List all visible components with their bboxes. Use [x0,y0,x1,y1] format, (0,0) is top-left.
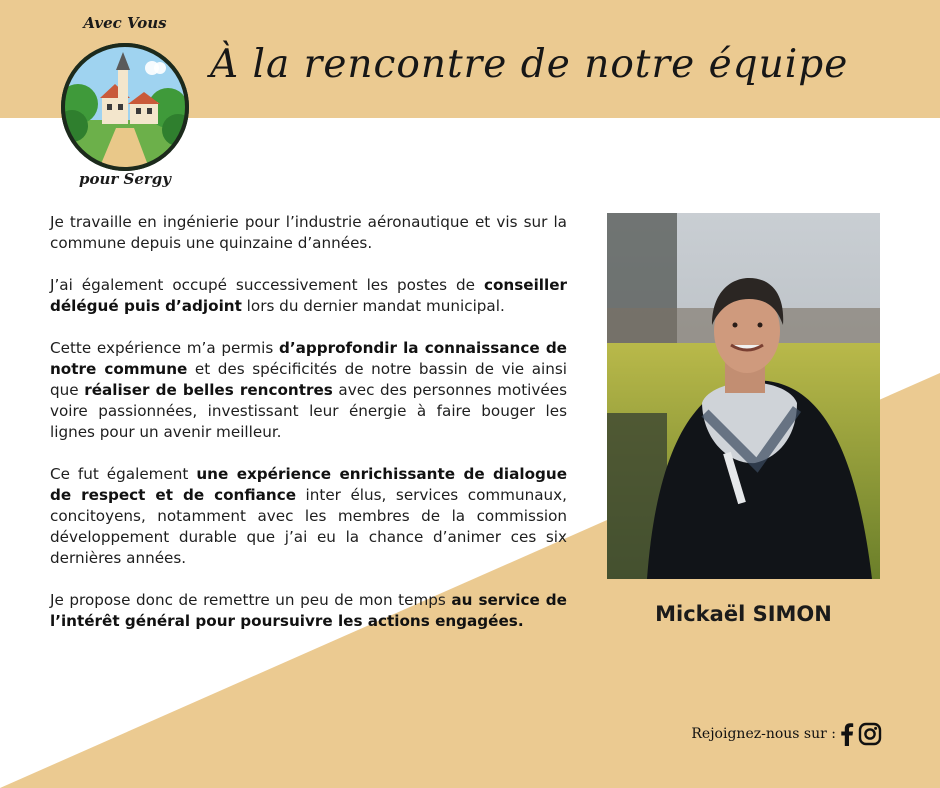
village-logo-icon [56,38,194,176]
bio-p5-bold: au service de l’intérêt général pour poursuivre les actions engagées. [50,591,567,630]
bio-text [50,212,567,653]
bio-p3-text-c: et des spécificités de notre bassin de vie ainsi que [50,360,567,399]
bio-p2-text-a: J’ai également occupé successivement les postes de [50,276,484,294]
bio-paragraph-5 [50,590,567,632]
facebook-icon[interactable] [840,722,854,746]
bio-p4-text-c: inter élus, services communaux, concitoyens, notamment avec les membres de la commission développement durable que j’ai eu la chance d’animer ces six dernières années. [50,486,567,567]
bio-p2-text-c: lors du dernier mandat municipal. [241,297,505,315]
bio-p3-bold-2: réaliser de belles rencontres [84,381,333,399]
portrait-photo [607,213,880,579]
bio-p3-bold-1: d’approfondir la connaissance de notre commune [50,339,567,378]
instagram-icon[interactable] [858,722,882,746]
bio-p1-text: Je travaille en ingénierie pour l’industrie aéronautique et vis sur la commune depuis une quinzaine d’années. [50,213,567,252]
bio-paragraph-4 [50,464,567,569]
page-title: À la rencontre de notre équipe [210,42,849,87]
logo-top-text: Avec Vous [83,14,167,32]
bio-p3-text-e: avec des personnes motivées voire passionnées, investissant leur énergie à faire bouger les lignes pour un avenir meilleur. [50,381,567,441]
social-links [691,722,882,746]
bio-paragraph-2 [50,275,567,317]
bio-paragraph-3 [50,338,567,443]
bio-p2-bold: conseiller délégué puis d’adjoint [50,276,567,315]
social-label: Rejoignez-nous sur : [691,726,836,742]
logo-bottom-text: pour Sergy [78,170,171,188]
bio-p5-text-a: Je propose donc de remettre un peu de mon temps [50,591,452,609]
bio-paragraph-1 [50,212,567,254]
person-name: Mickaël SIMON [655,602,832,626]
logo [50,14,200,194]
bio-p4-bold: une expérience enrichissante de dialogue de respect et de confiance [50,465,567,504]
bio-p3-text-a: Cette expérience m’a permis [50,339,279,357]
bio-p4-text-a: Ce fut également [50,465,197,483]
